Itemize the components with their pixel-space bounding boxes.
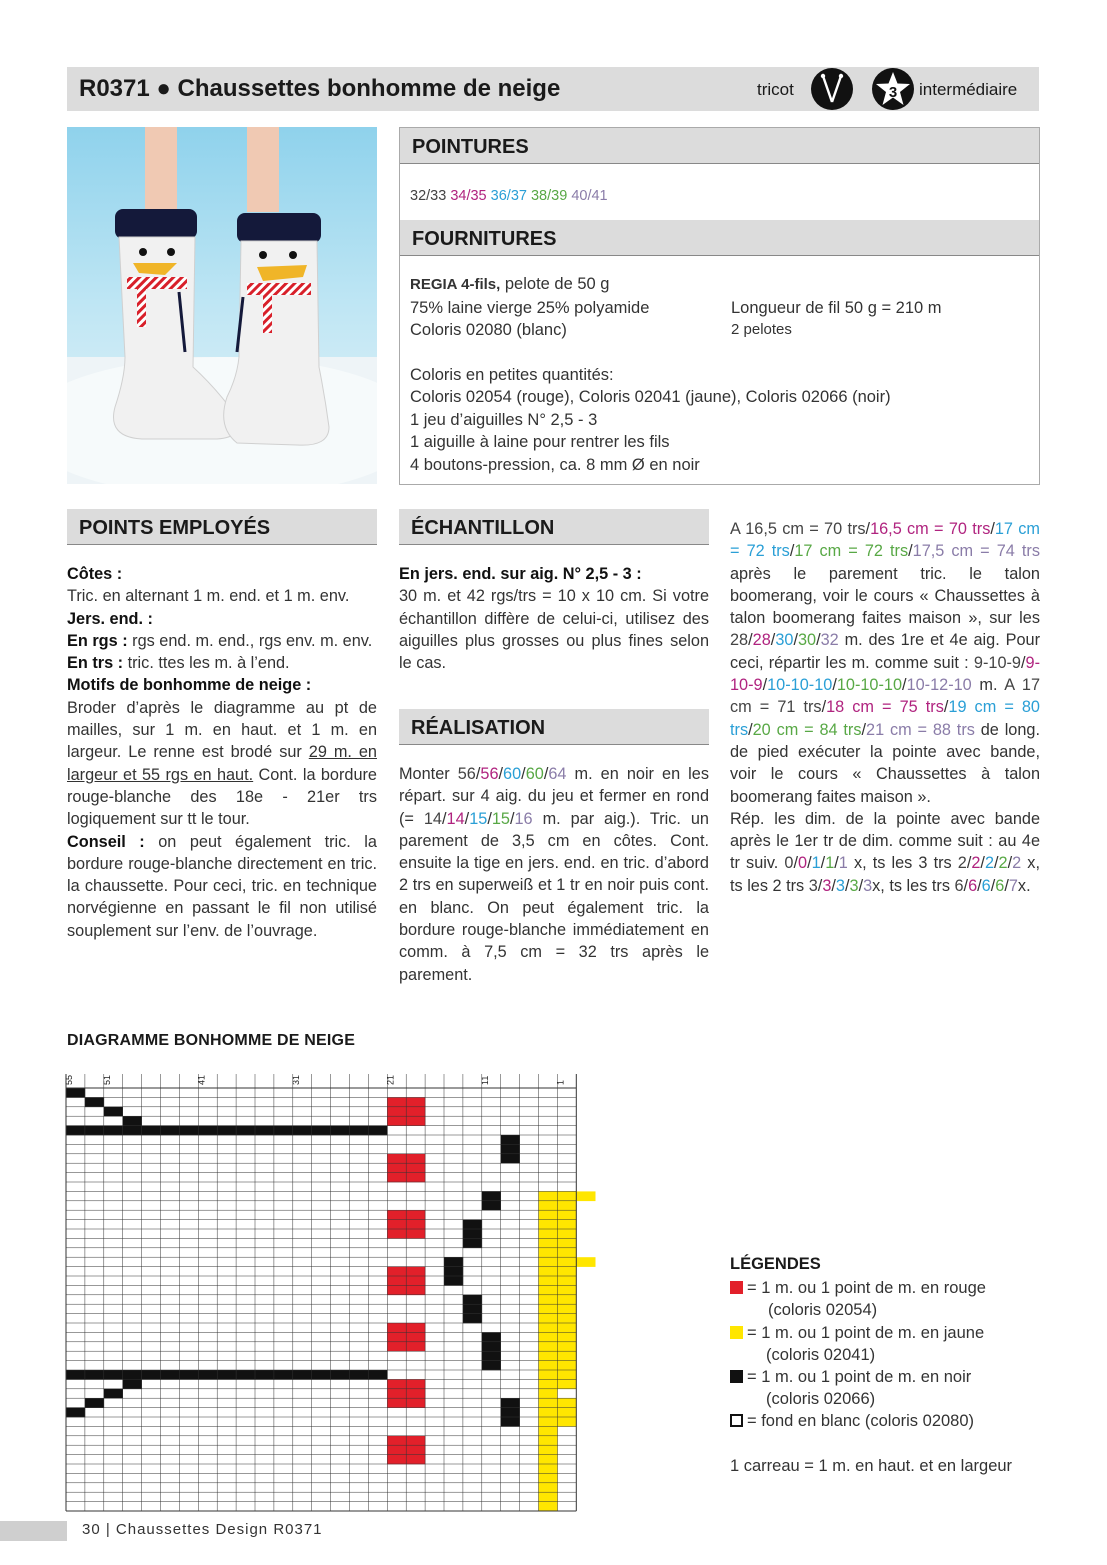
materials-panel (399, 127, 1040, 485)
yellow-stitch (539, 1436, 558, 1446)
yellow-stitch (557, 1361, 576, 1371)
echantillon-heading: ÉCHANTILLON (399, 509, 709, 545)
snowman-chart-grid (56, 1062, 596, 1512)
legend-black: = 1 m. ou 1 point de m. en noir (730, 1366, 971, 1388)
yellow-stitch (539, 1483, 558, 1493)
red-stitch (387, 1173, 406, 1183)
black-stitch (350, 1126, 369, 1136)
red-stitch (387, 1323, 406, 1333)
yarn-name: REGIA 4-fils, (410, 276, 501, 293)
yellow-stitch (539, 1408, 558, 1418)
red-stitch (406, 1398, 425, 1408)
size-2: 34/35 (450, 188, 487, 204)
buttons: 4 boutons-pression, ca. 8 mm Ø en noir (410, 455, 700, 474)
black-stitch (501, 1398, 520, 1408)
yellow-stitch (557, 1398, 576, 1408)
yellow-stitch (557, 1332, 576, 1342)
yellow-stitch (539, 1351, 558, 1361)
black-stitch (501, 1408, 520, 1418)
black-stitch (501, 1135, 520, 1145)
black-stitch (255, 1370, 274, 1380)
black-stitch (312, 1126, 331, 1136)
black-stitch (85, 1126, 104, 1136)
red-stitch (387, 1342, 406, 1352)
black-stitch (501, 1144, 520, 1154)
black-stitch (85, 1370, 104, 1380)
column-number: 11 (479, 1075, 490, 1085)
yellow-stitch (539, 1257, 558, 1267)
yellow-stitch (557, 1304, 576, 1314)
legend-note: 1 carreau = 1 m. en haut. et en largeur (730, 1457, 1013, 1475)
black-stitch (444, 1267, 463, 1277)
black-stitch (104, 1389, 123, 1399)
yellow-stitch (539, 1210, 558, 1220)
red-stitch (406, 1276, 425, 1286)
red-stitch (387, 1455, 406, 1465)
red-stitch (406, 1154, 425, 1164)
sizes-list (410, 188, 608, 204)
pointures-heading: POINTURES (400, 128, 1039, 164)
level-star-icon (872, 68, 914, 110)
yellow-stitch (539, 1473, 558, 1483)
title-bar (67, 67, 1039, 111)
yellow-stitch (539, 1398, 558, 1408)
red-stitch (387, 1332, 406, 1342)
yellow-stitch (539, 1389, 558, 1399)
red-stitch (406, 1436, 425, 1446)
black-stitch (104, 1126, 123, 1136)
level-label: intermédiaire (919, 80, 1018, 99)
technique-label: tricot (757, 80, 794, 99)
black-stitch (198, 1126, 217, 1136)
black-stitch (123, 1126, 142, 1136)
black-stitch (123, 1379, 142, 1389)
knitting-needles-icon (811, 68, 853, 110)
yellow-stitch (539, 1417, 558, 1427)
yellow-stitch (576, 1191, 595, 1201)
red-stitch (406, 1116, 425, 1126)
yellow-stitch (539, 1267, 558, 1277)
size-3: 36/37 (490, 188, 527, 204)
yellow-stitch (557, 1257, 576, 1267)
red-stitch (406, 1455, 425, 1465)
column-number: 21 (385, 1074, 396, 1085)
yellow-stitch (557, 1229, 576, 1239)
yellow-stitch (557, 1201, 576, 1211)
black-stitch (463, 1238, 482, 1248)
red-stitch (406, 1389, 425, 1399)
white-swatch-icon (730, 1414, 743, 1427)
needles: 1 jeu d’aiguilles N° 2,5 - 3 (410, 410, 598, 429)
legend-white: = fond en blanc (coloris 02080) (730, 1410, 974, 1432)
yellow-stitch (539, 1502, 558, 1512)
red-stitch (406, 1285, 425, 1295)
size-1: 32/33 (410, 188, 447, 204)
yellow-stitch (576, 1257, 595, 1267)
red-stitch (387, 1097, 406, 1107)
yarn-colour: Coloris 02080 (blanc) (410, 321, 567, 339)
yellow-stitch (539, 1323, 558, 1333)
legend-yellow: = 1 m. ou 1 point de m. en jaune (730, 1322, 984, 1344)
footer-text: 30 | Chaussettes Design R0371 (82, 1521, 323, 1538)
black-stitch (444, 1257, 463, 1267)
black-stitch (482, 1191, 501, 1201)
red-stitch (387, 1379, 406, 1389)
yellow-stitch (539, 1445, 558, 1455)
yellow-stitch (539, 1248, 558, 1258)
black-stitch (368, 1370, 387, 1380)
black-stitch (123, 1370, 142, 1380)
column-number: 1 (555, 1079, 566, 1085)
points-heading: POINTS EMPLOYÉS (67, 509, 377, 545)
yellow-stitch (557, 1342, 576, 1352)
wool-needle: 1 aiguille à laine pour rentrer les fils (410, 433, 670, 451)
legend-title: LÉGENDES (730, 1255, 821, 1273)
black-stitch (463, 1229, 482, 1239)
realisation-text: Monter 56/56/60/60/64 m. en noir en les répart. sur 4 aig. du jeu et fermer en rond (= 14/14/15/15/16 m. par aig.). Tric. un parement de 3,5 cm en côtes. Cont. ensuite la tige en jers. end. en tric. d’abord 2 trs en superweiß et 1 tr en noir puis cont. en blanc. On peut également tric. la bordure rouge-blanche immédiatement en comm. à 7,5 cm = 32 trs après le parement. (399, 765, 709, 984)
black-stitch (217, 1370, 236, 1380)
size-5: 40/41 (571, 188, 608, 204)
black-stitch (331, 1370, 350, 1380)
red-stitch (406, 1173, 425, 1183)
yellow-stitch (539, 1229, 558, 1239)
black-stitch (179, 1126, 198, 1136)
red-stitch (406, 1097, 425, 1107)
points-text: Côtes : Tric. en alternant 1 m. end. et 1 m. env. Jers. end. : En rgs : rgs end. m. end., rgs env. m. env. En trs : tric. ttes les m. à l’end. Motifs de bonhomme de neige : Broder d’après le diagramme au pt de mailles, sur 1 m. en haut. et 1 m. en largeur. Le renne est brodé sur 29 m. en largeur et 55 rgs en haut. Cont. la bordure rouge-blanche des 18e - 21er trs logiquement sur tt le tour. Conseil : on peut également tric. la bordure rouge-blanche directement en tric. la chaussette. Pour ceci, tric. en technique norvégienne en passant le fil non utilisé souplement sur l’env. de l’ouvrage. (67, 565, 377, 940)
column-number: 41 (196, 1074, 207, 1085)
black-stitch (104, 1370, 123, 1380)
yellow-stitch (539, 1304, 558, 1314)
black-stitch (463, 1295, 482, 1305)
black-stitch (350, 1370, 369, 1380)
black-stitch (482, 1351, 501, 1361)
red-stitch (387, 1445, 406, 1455)
yellow-stitch (539, 1492, 558, 1502)
yellow-stitch (539, 1464, 558, 1474)
realisation-heading: RÉALISATION (399, 709, 709, 745)
yellow-stitch (539, 1285, 558, 1295)
yarn-quantity: 2 pelotes (731, 321, 792, 338)
black-stitch (161, 1370, 180, 1380)
legend-yellow-code: (coloris 02041) (766, 1346, 876, 1364)
yellow-stitch (539, 1220, 558, 1230)
red-stitch (406, 1210, 425, 1220)
yellow-stitch (557, 1314, 576, 1324)
yellow-stitch (557, 1417, 576, 1427)
red-stitch (387, 1154, 406, 1164)
diagram-title: DIAGRAMME BONHOMME DE NEIGE (67, 1032, 356, 1049)
black-stitch (85, 1097, 104, 1107)
yellow-stitch (557, 1267, 576, 1277)
black-stitch (482, 1201, 501, 1211)
red-stitch (387, 1276, 406, 1286)
black-stitch (293, 1370, 312, 1380)
black-stitch (444, 1276, 463, 1286)
red-stitch (387, 1229, 406, 1239)
red-stitch (406, 1445, 425, 1455)
black-stitch (179, 1370, 198, 1380)
red-stitch (406, 1163, 425, 1173)
black-stitch (161, 1126, 180, 1136)
legend-black-code: (coloris 02066) (766, 1390, 876, 1408)
black-stitch (331, 1126, 350, 1136)
black-stitch (255, 1126, 274, 1136)
black-stitch (217, 1126, 236, 1136)
page-title: R0371 ● Chaussettes bonhomme de neige (79, 75, 561, 102)
realisation-continued: A 16,5 cm = 70 trs/16,5 cm = 70 trs/17 cm = 72 trs/17 cm = 72 trs/17,5 cm = 74 trs après le parement tric. le talon boomerang, voir le cours « Chaussettes à talon boomerang faites maison », sur les 28/28/30/30/32 m. des 1re et 4e aig. Pour ceci, répartir les m. comme suit : 9-10-9/9-10-9/10-10-10/10-10-10/10-12-10 m. A 17 cm = 71 trs/18 cm = 75 trs/19 cm = 80 trs/20 cm = 84 trs/21 cm = 88 trs de long. de pied exécuter la pointe avec bande, voir le cours « Chaussettes à talon boomerang faites maison ». Rép. les dim. de la pointe avec bande après le 1er tr de dim. comme suit : au 4e tr suiv. 0/0/1/1/1 x, ts les 3 trs 2/2/2/2/2 x, ts les 2 trs 3/3/3/3/3x, ts les trs 6/6/6/6/7x. (730, 520, 1040, 895)
black-stitch (236, 1126, 255, 1136)
black-stitch (198, 1370, 217, 1380)
black-stitch (142, 1126, 161, 1136)
yellow-stitch (539, 1276, 558, 1286)
red-stitch (406, 1323, 425, 1333)
black-stitch (85, 1398, 104, 1408)
red-stitch (387, 1436, 406, 1446)
red-stitch (387, 1267, 406, 1277)
yellow-stitch (539, 1191, 558, 1201)
yellow-stitch (557, 1351, 576, 1361)
black-stitch (236, 1370, 255, 1380)
yellow-stitch (539, 1455, 558, 1465)
column-number: 31 (290, 1074, 301, 1085)
yarn-length: Longueur de fil 50 g = 210 m (731, 298, 942, 317)
black-stitch (274, 1126, 293, 1136)
red-stitch (406, 1379, 425, 1389)
yellow-stitch (557, 1323, 576, 1333)
black-stitch (463, 1314, 482, 1324)
legend-red: = 1 m. ou 1 point de m. en rouge (730, 1277, 986, 1299)
yellow-stitch (557, 1210, 576, 1220)
black-stitch (293, 1126, 312, 1136)
yellow-stitch (557, 1370, 576, 1380)
red-stitch (406, 1332, 425, 1342)
footer-bar (0, 1521, 67, 1541)
black-stitch (463, 1220, 482, 1230)
composition: 75% laine vierge 25% polyamide (410, 298, 650, 317)
black-stitch (501, 1154, 520, 1164)
yellow-swatch-icon (730, 1326, 743, 1339)
red-stitch (387, 1285, 406, 1295)
black-stitch (501, 1417, 520, 1427)
black-stitch (482, 1361, 501, 1371)
black-stitch (66, 1126, 85, 1136)
yarn-ball: pelote de 50 g (500, 275, 610, 293)
red-stitch (406, 1342, 425, 1352)
size-4: 38/39 (530, 188, 568, 204)
yellow-stitch (539, 1238, 558, 1248)
yellow-stitch (539, 1370, 558, 1380)
column-number: 51 (101, 1074, 112, 1085)
product-photo (67, 127, 377, 484)
red-stitch (406, 1220, 425, 1230)
yellow-stitch (539, 1379, 558, 1389)
red-stitch (406, 1229, 425, 1239)
red-stitch (406, 1107, 425, 1117)
red-stitch (387, 1398, 406, 1408)
yellow-stitch (557, 1285, 576, 1295)
black-stitch (463, 1304, 482, 1314)
red-stitch (406, 1267, 425, 1277)
red-stitch (387, 1220, 406, 1230)
black-stitch (482, 1332, 501, 1342)
black-stitch (142, 1370, 161, 1380)
yellow-stitch (557, 1276, 576, 1286)
small-colours: Coloris 02054 (rouge), Coloris 02041 (jaune), Coloris 02066 (noir) (410, 388, 891, 406)
fournitures-heading: FOURNITURES (400, 220, 1039, 256)
black-stitch (104, 1107, 123, 1117)
red-stitch (387, 1163, 406, 1173)
yellow-stitch (557, 1295, 576, 1305)
level-number: 3 (888, 84, 898, 101)
red-stitch (387, 1107, 406, 1117)
black-stitch (123, 1116, 142, 1126)
black-stitch (312, 1370, 331, 1380)
black-stitch (368, 1126, 387, 1136)
yellow-stitch (539, 1332, 558, 1342)
black-swatch-icon (730, 1370, 743, 1383)
yellow-stitch (539, 1314, 558, 1324)
yellow-stitch (557, 1191, 576, 1201)
red-stitch (387, 1210, 406, 1220)
black-stitch (66, 1088, 85, 1098)
legend-red-code: (coloris 02054) (768, 1301, 878, 1319)
fournitures-text (410, 273, 1030, 476)
column-number: 55 (64, 1074, 74, 1085)
black-stitch (66, 1370, 85, 1380)
red-swatch-icon (730, 1281, 743, 1294)
yellow-stitch (557, 1408, 576, 1418)
yellow-stitch (557, 1379, 576, 1389)
red-stitch (387, 1389, 406, 1399)
yellow-stitch (539, 1361, 558, 1371)
yellow-stitch (557, 1238, 576, 1248)
black-stitch (274, 1370, 293, 1380)
black-stitch (482, 1342, 501, 1352)
yellow-stitch (539, 1342, 558, 1352)
small-colours-title: Coloris en petites quantités: (410, 365, 614, 384)
yellow-stitch (557, 1248, 576, 1258)
echantillon-text: En jers. end. sur aig. N° 2,5 - 3 : 30 m. et 42 rgs/trs = 10 x 10 cm. Si votre échantillon diffère de celui-ci, utilisez des aiguilles plus grosses ou plus fines selon le cas. (399, 565, 709, 673)
yellow-stitch (539, 1295, 558, 1305)
black-stitch (66, 1408, 85, 1418)
yellow-stitch (557, 1220, 576, 1230)
red-stitch (387, 1116, 406, 1126)
yellow-stitch (539, 1201, 558, 1211)
yellow-stitch (539, 1426, 558, 1436)
